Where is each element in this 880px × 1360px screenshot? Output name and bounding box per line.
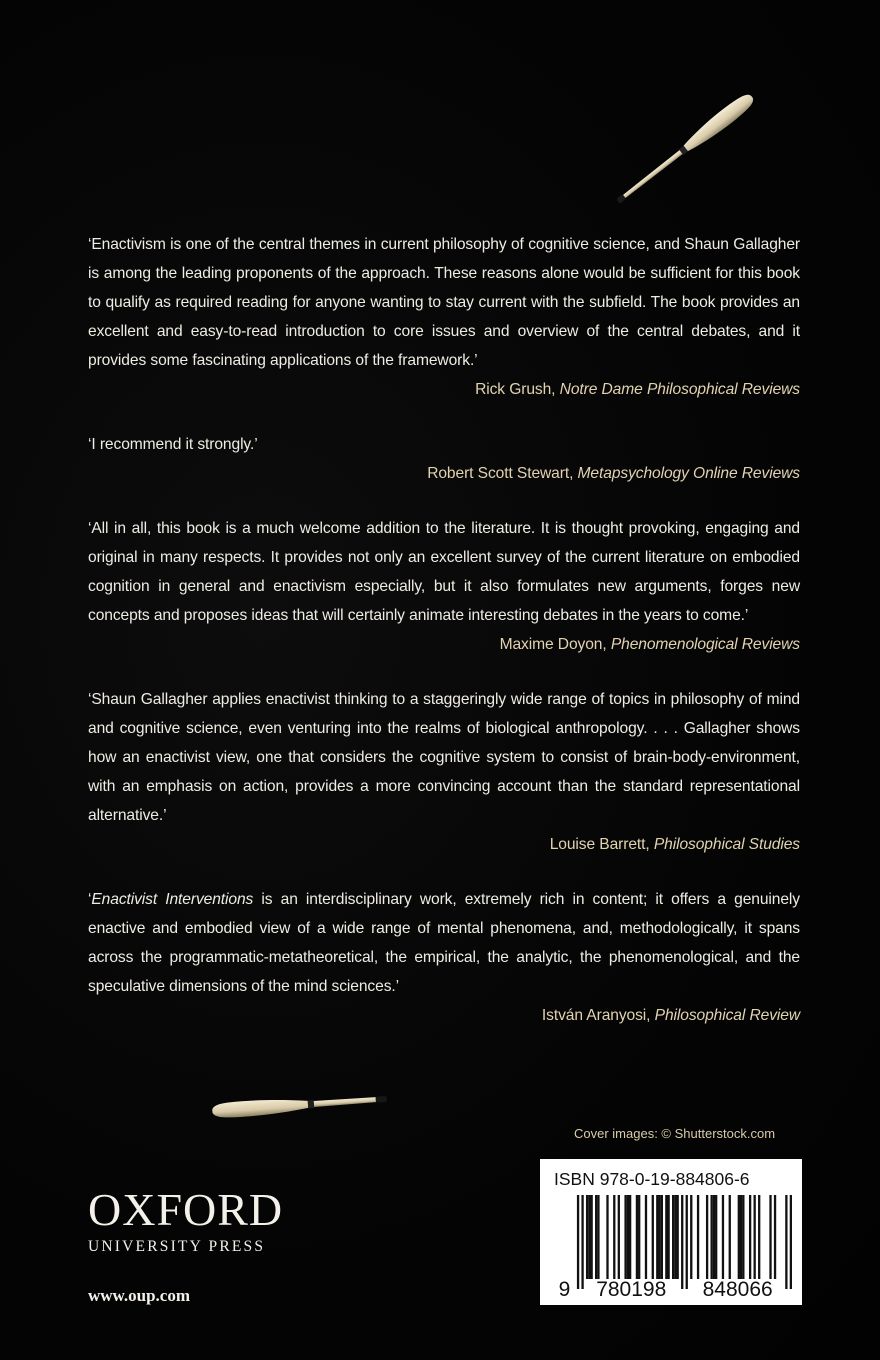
isbn-label: ISBN 978-0-19-884806-6 <box>554 1169 750 1189</box>
barcode-bar <box>581 1195 583 1289</box>
barcode-bar <box>749 1195 751 1279</box>
review-attribution <box>88 377 800 403</box>
review-source: Notre Dame Philosophical Reviews <box>559 381 800 398</box>
barcode-bar <box>690 1195 692 1279</box>
review-rick-grush <box>88 230 800 403</box>
barcode-bar <box>606 1195 608 1279</box>
quote-body: is an interdisciplinary work, extremely rich in content; it offers a genuinely enactive and embodied view of a wide range of mental phenomena, and, methodologically, it spans across the programmatic-metatheoretical, the empirical, the analytic, the phenomenological, and the speculative dimensions of the mind sciences.’ <box>88 891 800 995</box>
barcode-bar <box>661 1195 663 1279</box>
review-attribution <box>88 1003 800 1029</box>
review-author: Louise Barrett, <box>549 836 650 853</box>
juggling-club-image-top <box>612 90 757 209</box>
barcode-bar <box>754 1195 756 1279</box>
barcode-bar <box>681 1195 683 1289</box>
cover-image-credit: Cover images: © Shutterstock.com <box>574 1126 776 1141</box>
barcode-bar <box>774 1195 776 1279</box>
barcode-bar <box>674 1195 676 1279</box>
barcode-bar <box>706 1195 708 1279</box>
barcode-bar <box>586 1195 588 1279</box>
barcode-bar <box>613 1195 615 1279</box>
barcode-bar <box>588 1195 590 1279</box>
review-quote: ‘I recommend it strongly.’ <box>88 436 258 453</box>
barcode-bar <box>686 1195 688 1289</box>
barcode-bar <box>738 1195 740 1279</box>
barcode-bar <box>769 1195 771 1279</box>
review-attribution <box>88 832 800 858</box>
review-maxime-doyon <box>88 514 800 658</box>
review-source: Metapsychology Online Reviews <box>577 465 800 482</box>
barcode-bar <box>672 1195 674 1279</box>
barcode-bar <box>577 1195 579 1289</box>
barcode-bar <box>627 1195 629 1279</box>
publisher-url: www.oup.com <box>88 1286 191 1305</box>
quote-open-mark: ‘ <box>88 891 92 908</box>
barcode-bar <box>758 1195 760 1279</box>
review-source: Philosophical Review <box>654 1007 800 1024</box>
review-quote: ‘All in all, this book is a much welcome addition to the literature. It is thought provoking, engaging and original in many respects. It provides not only an excellent survey of the current literature on embodied cognition in general and enactivism especially, but it also formulates new arguments, forges new concepts and proposes ideas that will certainly animate interesting debates in the years to come.’ <box>88 520 800 624</box>
review-attribution <box>88 461 800 487</box>
juggling-club-image-bottom <box>212 1090 388 1120</box>
barcode-bar <box>656 1195 658 1279</box>
review-list <box>88 230 800 1056</box>
logo-university-press-text: UNIVERSITY PRESS <box>88 1238 266 1255</box>
barcode-bars <box>552 1195 792 1299</box>
review-attribution <box>88 632 800 658</box>
barcode-bar <box>722 1195 724 1279</box>
review-author: Rick Grush, <box>475 381 556 398</box>
review-author: István Aranyosi, <box>541 1007 651 1024</box>
barcode-bar <box>729 1195 731 1279</box>
barcode-bar <box>590 1195 592 1279</box>
isbn-barcode <box>540 1159 802 1305</box>
review-quote: ‘Shaun Gallagher applies enactivist thinking to a staggeringly wide range of topics in philosophy of mind and cognitive science, even venturing into the realms of biological anthropology. . . . Gallagher shows how an enactivist view, one that considers the cognitive system to consist of brain-body-environment, with an emphasis on action, provides a more convincing account than the standard representational alternative.’ <box>88 691 800 824</box>
review-louise-barrett <box>88 685 800 858</box>
barcode-bar <box>790 1195 792 1289</box>
barcode-bar <box>710 1195 712 1279</box>
review-quote: ‘Enactivism is one of the central themes in current philosophy of cognitive science, and Shaun Gallagher is among the leading proponents of the approach. These reasons alone would be sufficient for this book to qualify as required reading for anyone wanting to stay current with the subfield. The book provides an excellent and easy-to-read introduction to core issues and overview of the central debates, and it provides some fascinating applications of the framework.’ <box>88 236 800 369</box>
barcode-bar <box>742 1195 744 1279</box>
barcode-digits-left: 780198 <box>596 1278 667 1299</box>
barcode-bar <box>597 1195 599 1279</box>
review-robert-scott-stewart <box>88 430 800 487</box>
barcode-bar <box>636 1195 638 1279</box>
barcode-digit-lead: 9 <box>558 1278 571 1299</box>
barcode-bar <box>658 1195 660 1279</box>
barcode-bar <box>618 1195 620 1279</box>
barcode-digits-right: 848066 <box>702 1278 773 1299</box>
review-author: Robert Scott Stewart, <box>427 465 574 482</box>
barcode-bar <box>667 1195 669 1279</box>
barcode-bar <box>595 1195 597 1279</box>
review-istvan-aranyosi <box>88 885 800 1029</box>
barcode-bar <box>652 1195 654 1279</box>
barcode-bar <box>715 1195 717 1279</box>
barcode-bar <box>665 1195 667 1279</box>
barcode-bar <box>713 1195 715 1279</box>
barcode-bar <box>697 1195 699 1279</box>
barcode-bar <box>645 1195 647 1279</box>
barcode-bar <box>629 1195 631 1279</box>
barcode-bar <box>638 1195 640 1279</box>
barcode-bar <box>740 1195 742 1279</box>
logo-oxford-text: OXFORD <box>88 1184 284 1235</box>
oxford-university-press-logo <box>88 1186 314 1256</box>
barcode-bar <box>677 1195 679 1279</box>
review-quote <box>88 885 800 1001</box>
book-title: Enactivist Interventions <box>91 891 254 908</box>
barcode-bar <box>624 1195 626 1279</box>
review-source: Phenomenological Reviews <box>610 636 800 653</box>
barcode-bar <box>785 1195 787 1289</box>
review-author: Maxime Doyon, <box>499 636 607 653</box>
review-source: Philosophical Studies <box>653 836 800 853</box>
